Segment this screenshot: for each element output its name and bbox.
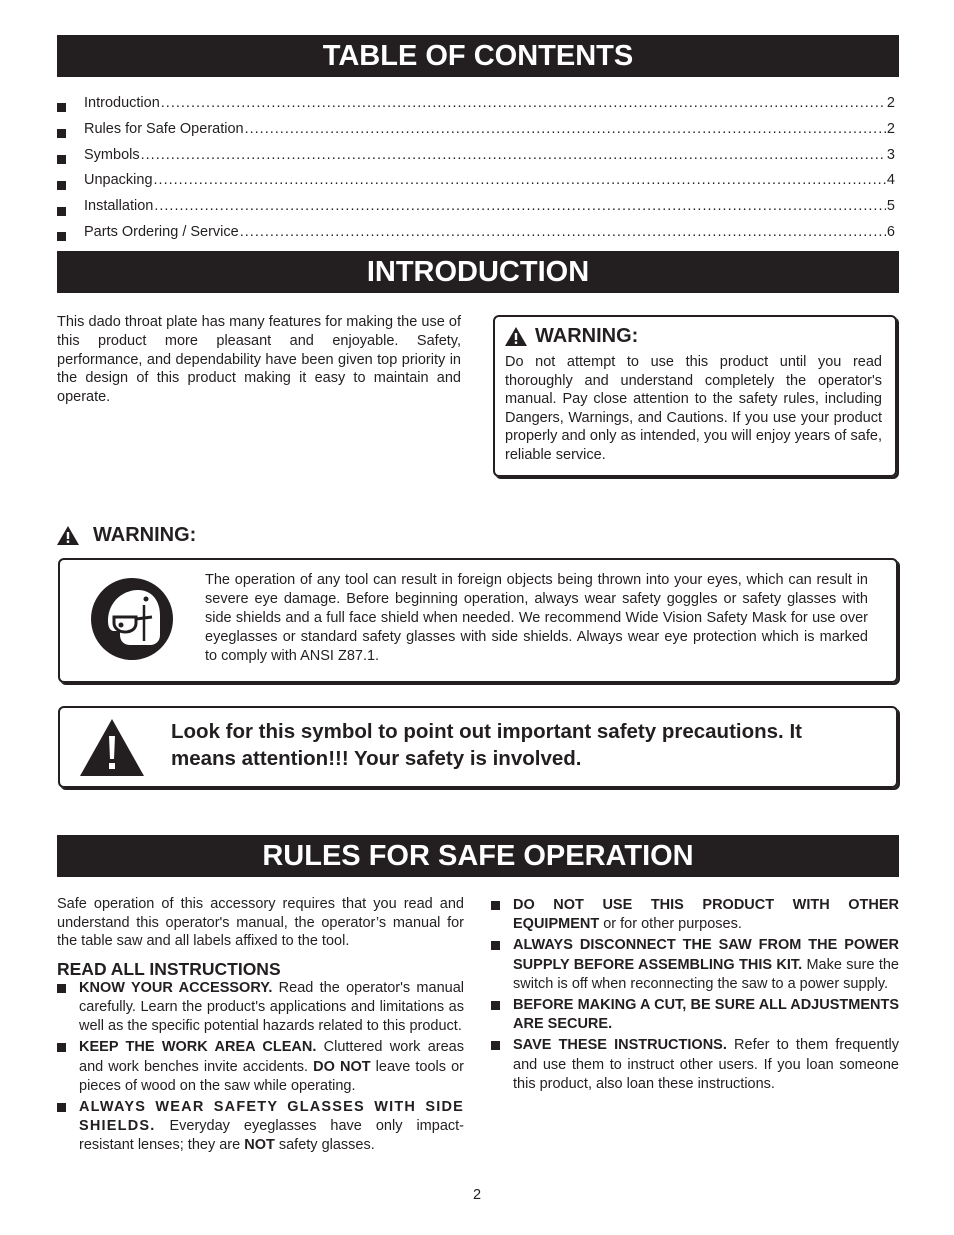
bullet-icon: [57, 181, 66, 190]
toc-item-label: Introduction: [84, 95, 160, 111]
warning-heading: [505, 323, 882, 349]
warning-triangle-icon: [505, 327, 527, 346]
read-all-heading: READ ALL INSTRUCTIONS: [57, 958, 281, 979]
rule-bold: ALWAYS DISCONNECT THE SAW FROM THE POWER SUPPLY BEFORE ASSEMBLING THIS KIT.: [513, 937, 899, 973]
rule-item: [57, 1038, 464, 1096]
toc-leader: [141, 147, 886, 163]
toc-item-label: Unpacking: [84, 172, 153, 189]
rule-text: safety glasses.: [274, 1137, 375, 1154]
toc-leader: [240, 224, 886, 240]
toc-banner: TABLE OF CONTENTS: [57, 35, 899, 77]
rule-bold: ALWAYS WEAR SAFETY GLASSES WITH SIDE SHIELDS.: [79, 1099, 464, 1135]
toc-item-label: Symbols: [84, 146, 140, 163]
rule-bold: KNOW YOUR ACCESSORY.: [79, 979, 273, 996]
rules-banner: RULES FOR SAFE OPERATION: [57, 835, 899, 877]
warning-title: WARNING:: [93, 524, 197, 546]
toc-leader: [245, 121, 886, 137]
toc-item-label: Rules for Safe Operation: [84, 120, 244, 137]
warning-triangle-icon: [80, 719, 144, 776]
toc-item[interactable]: [57, 172, 895, 198]
toc-leader: [161, 95, 886, 111]
rules-left-column: [57, 895, 464, 1158]
rule-item: [57, 979, 464, 1037]
rule-bold: SAVE THESE INSTRUCTIONS.: [513, 1037, 727, 1054]
toc-item[interactable]: [57, 198, 895, 224]
eye-protection-box: [58, 558, 898, 683]
safety-symbol-box: [58, 706, 898, 788]
toc-item-page: 5: [886, 198, 895, 215]
introduction-banner: INTRODUCTION: [57, 251, 899, 293]
rule-text: Read the operator's manual carefully. Learn the product's applications and limitations as well as the specific potential hazards related to this product.: [79, 979, 464, 1035]
toc-item-page: 2: [886, 95, 895, 111]
rules-right-column: [491, 896, 899, 1096]
toc-item-page: 4: [886, 172, 895, 189]
rule-text: Everyday eyeglasses have only impact-resistant lenses; they are: [79, 1118, 464, 1154]
bullet-icon: [491, 941, 500, 950]
toc-leader: [154, 172, 886, 188]
bullet-icon: [491, 1041, 500, 1050]
page-number: 2: [472, 1187, 482, 1203]
bullet-icon: [57, 984, 66, 993]
rule-bold: DO NOT USE THIS PRODUCT WITH OTHER EQUIPMENT: [513, 897, 899, 933]
rule-bold: BEFORE MAKING A CUT, BE SURE ALL ADJUSTMENTS ARE SECURE.: [513, 997, 899, 1033]
bullet-icon: [57, 232, 66, 241]
toc-item-page: 3: [886, 146, 895, 163]
safety-glasses-icon: [90, 577, 174, 661]
toc-leader: [154, 198, 886, 214]
bullet-icon: [57, 129, 66, 138]
toc-item-page: 2: [886, 120, 895, 137]
rule-text: Refer to them frequently and use them to instruct other users. If you loan someone this product, also loan these instructions.: [513, 1037, 900, 1092]
toc-item-label: Parts Ordering / Service: [84, 223, 239, 240]
rule-text: leave tools or pieces of wood on the saw while operating.: [79, 1058, 464, 1094]
warning-heading: [57, 522, 196, 548]
toc-item-page: 6: [886, 223, 895, 240]
eye-protection-text: The operation of any tool can result in foreign objects being thrown into your eyes, which can result in severe eye damage. Before beginning operation, always wear safety goggles or safety glasses with side shields and a full face shield when needed. We recommend Wide Vision Safety Mask for use over eyeglasses or standard safety glasses with side shields. Always wear eye protection which is marked to comply with ANSI Z87.1.: [205, 572, 868, 664]
rule-bold: DO NOT: [313, 1058, 371, 1075]
warning-box: [493, 315, 897, 477]
rule-text: or for other purposes.: [599, 916, 742, 933]
rule-text: Cluttered work areas and work benches invite accidents.: [79, 1039, 464, 1075]
safety-symbol-text: Look for this symbol to point out important safety precautions. It means attention!!! Your safety is involved.: [171, 720, 802, 770]
rule-item: [491, 996, 899, 1034]
toc-item-label: Installation: [84, 198, 154, 215]
bullet-icon: [491, 1001, 500, 1010]
rule-bold: NOT: [244, 1137, 275, 1154]
toc-list: [57, 95, 895, 250]
bullet-icon: [491, 901, 500, 910]
bullet-icon: [57, 155, 66, 164]
bullet-icon: [57, 1103, 66, 1112]
toc-item[interactable]: [57, 224, 895, 250]
bullet-icon: [57, 103, 66, 112]
bullet-icon: [57, 207, 66, 216]
warning-title: WARNING:: [535, 325, 639, 347]
toc-item[interactable]: [57, 121, 895, 147]
rule-item: [491, 1036, 899, 1094]
warning-triangle-icon: [57, 526, 79, 545]
bullet-icon: [57, 1043, 66, 1052]
rule-item: [57, 1098, 464, 1156]
rules-intro: Safe operation of this accessory requires that you read and understand this operator's manual, the operator’s manual for the table saw and all labels affixed to the tool.: [57, 896, 464, 950]
rule-bold: KEEP THE WORK AREA CLEAN.: [79, 1039, 317, 1056]
rule-item: [491, 936, 899, 994]
intro-paragraph: This dado throat plate has many features for making the use of this product more pleasant and enjoyable. Safety, performance, and dependability have been given top priority in the design of this product making it easy to maintain and operate.: [57, 314, 461, 406]
toc-item[interactable]: [57, 95, 895, 121]
toc-item[interactable]: [57, 147, 895, 173]
warning-text: Do not attempt to use this product until you read thoroughly and understand completely the operator's manual. Pay close attention to the safety rules, including Dangers, Warnings, and Cautions. If you use your product properly and only as intended, you will enjoy years of safe, reliable service.: [505, 354, 882, 463]
rule-text: Make sure the switch is off when reconnecting the saw to a power supply.: [513, 956, 899, 992]
rule-item: [491, 896, 899, 934]
